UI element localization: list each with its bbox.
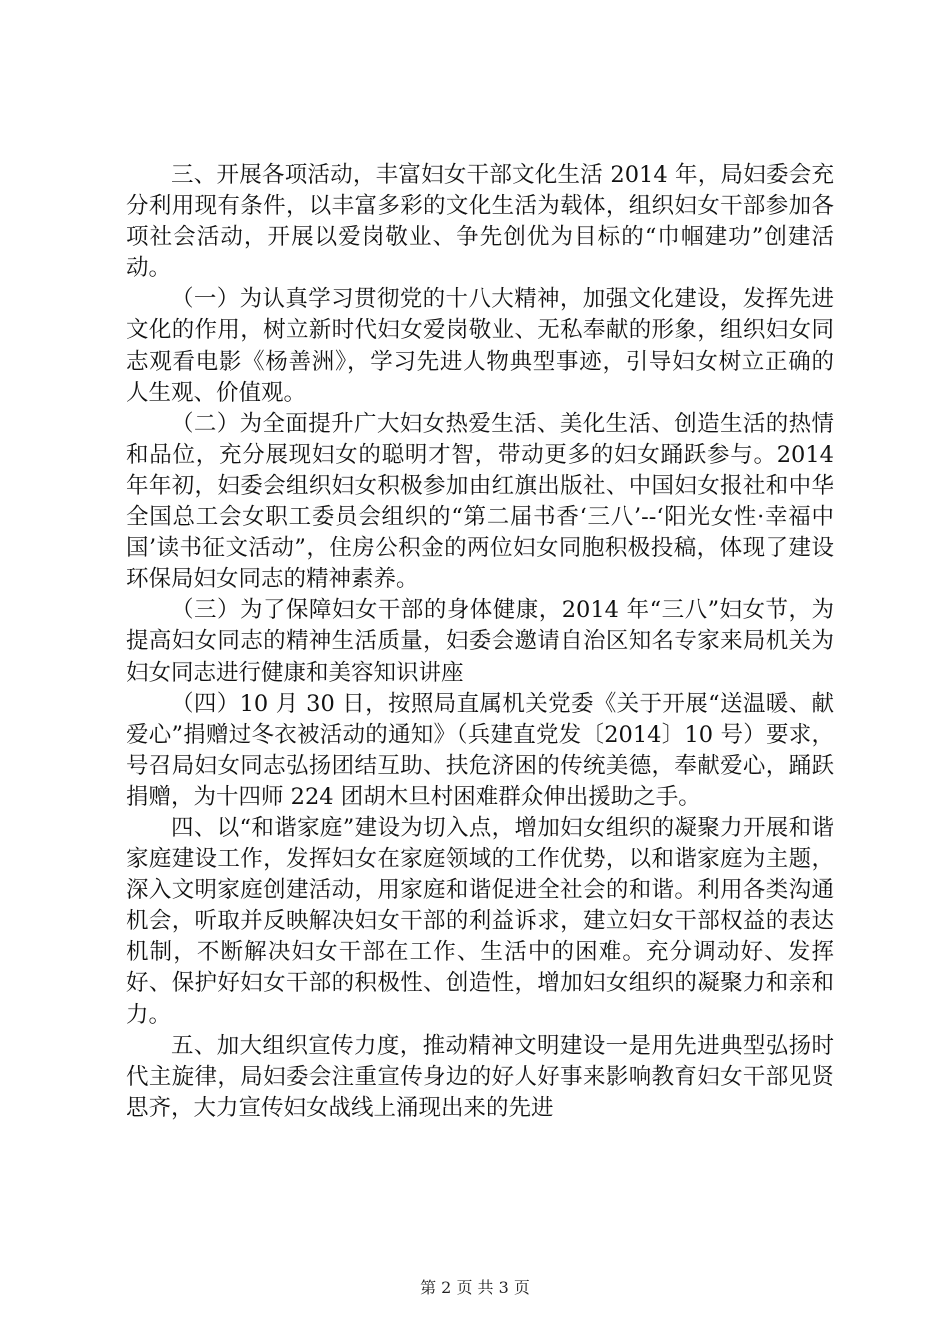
page-number-footer: 第 2 页 共 3 页	[420, 1278, 530, 1297]
paragraph-item-one: （一）为认真学习贯彻党的十八大精神，加强文化建设，发挥先进文化的作用，树立新时代妇女爱岗敬业、无私奉献的形象，组织妇女同志观看电影《杨善洲》，学习先进人物典型事迹，引导妇女树立正确的人生观、价值观。	[126, 286, 834, 406]
paragraph-item-three: （三）为了保障妇女干部的身体健康，2014 年“三八”妇女节，为提高妇女同志的精神生活质量，妇委会邀请自治区知名专家来局机关为妇女同志进行健康和美容知识讲座	[126, 597, 834, 686]
paragraph-section-three: 三、开展各项活动，丰富妇女干部文化生活 2014 年，局妇委会充分利用现有条件，以丰富多彩的文化生活为载体，组织妇女干部参加各项社会活动，开展以爱岗敬业、争先创优为目标的“巾帼建功”创建活动。	[126, 162, 834, 282]
paragraph-section-five: 五、加大组织宣传力度，推动精神文明建设一是用先进典型弘扬时代主旋律，局妇委会注重宣传身边的好人好事来影响教育妇女干部见贤思齐，大力宣传妇女战线上涌现出来的先进	[126, 1032, 834, 1121]
paragraph-section-four: 四、以“和谐家庭”建设为切入点，增加妇女组织的凝聚力开展和谐家庭建设工作，发挥妇女在家庭领域的工作优势，以和谐家庭为主题，深入文明家庭创建活动，用家庭和谐促进全社会的和谐。利用各类沟通机会，听取并反映解决妇女干部的利益诉求，建立妇女干部权益的表达机制，不断解决妇女干部在工作、生活中的困难。充分调动好、发挥好、保护好妇女干部的积极性、创造性，增加妇女组织的凝聚力和亲和力。	[126, 814, 834, 1028]
paragraph-item-two: （二）为全面提升广大妇女热爱生活、美化生活、创造生活的热情和品位，充分展现妇女的聪明才智，带动更多的妇女踊跃参与。2014 年年初，妇委会组织妇女积极参加由红旗出版社、中国妇女报社和中华全国总工会女职工委员会组织的“第二届书香‘三八’--‘阳光女性·幸福中国’读书征文活动”，住房公积金的两位妇女同胞积极投稿，体现了建设环保局妇女同志的精神素养。	[126, 410, 834, 593]
document-body	[126, 160, 834, 1124]
paragraph-item-four: （四）10 月 30 日，按照局直属机关党委《关于开展“送温暖、献爱心”捐赠过冬衣被活动的通知》（兵建直党发〔2014〕10 号）要求，号召局妇女同志弘扬团结互助、扶危济困的传统美德，奉献爱心，踊跃捐赠，为十四师 224 团胡木旦村困难群众伸出援助之手。	[126, 690, 834, 810]
